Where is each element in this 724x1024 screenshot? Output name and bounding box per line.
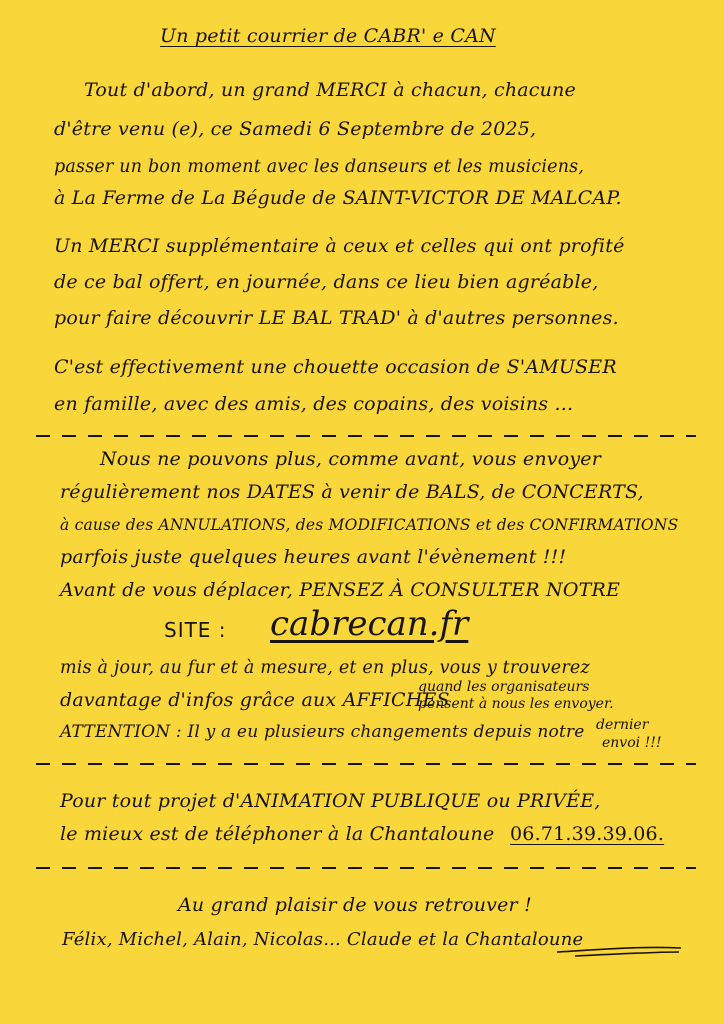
- closing-line: Au grand plaisir de vous retrouver !: [178, 894, 532, 916]
- attention-note-line-1: dernier: [596, 717, 649, 733]
- paragraph-occasion-line-2: en famille, avec des amis, des copains, des voisins ...: [54, 393, 574, 415]
- paragraph-dates-line-1: Nous ne pouvons plus, comme avant, vous envoyer: [100, 448, 602, 470]
- paragraph-thanks-line-1: Tout d'abord, un grand MERCI à chacun, chacune: [84, 79, 576, 101]
- phone-number: 06.71.39.39.06.: [510, 823, 665, 845]
- attention-note-line-2: envoi !!!: [602, 735, 662, 751]
- attention-line: ATTENTION : Il y a eu plusieurs changements depuis notre: [60, 722, 585, 742]
- paragraph-site-line-2: davantage d'infos grâce aux AFFICHES: [60, 689, 450, 711]
- signature-flourish: [555, 938, 685, 958]
- paragraph-extra-line-3: pour faire découvrir LE BAL TRAD' à d'autres personnes.: [54, 307, 619, 329]
- paragraph-dates-line-2: régulièrement nos DATES à venir de BALS, de CONCERTS,: [60, 481, 644, 503]
- paragraph-thanks-line-4: à La Ferme de La Bégude de SAINT-VICTOR DE MALCAP.: [54, 187, 622, 209]
- paragraph-animation-line-1: Pour tout projet d'ANIMATION PUBLIQUE ou PRIVÉE,: [60, 790, 601, 812]
- separator-1: [36, 435, 696, 437]
- paragraph-site-line-1: mis à jour, au fur et à mesure, et en plus, vous y trouverez: [60, 658, 590, 678]
- paragraph-animation-line-2: le mieux est de téléphoner à la Chantaloune: [60, 823, 495, 845]
- organizers-note-line-1: quand les organisateurs: [418, 679, 590, 695]
- paragraph-extra-line-2: de ce bal offert, en journée, dans ce lieu bien agréable,: [54, 271, 599, 293]
- site-url: cabrecan.fr: [270, 604, 469, 644]
- paragraph-dates-line-5: Avant de vous déplacer, PENSEZ À CONSULTER NOTRE: [60, 579, 621, 601]
- paragraph-occasion-line-1: C'est effectivement une chouette occasion de S'AMUSER: [54, 356, 617, 378]
- paragraph-thanks-line-2: d'être venu (e), ce Samedi 6 Septembre de 2025,: [54, 118, 537, 140]
- paragraph-extra-line-1: Un MERCI supplémentaire à ceux et celles qui ont profité: [54, 235, 625, 257]
- organizers-note-line-2: pensent à nous les envoyer.: [418, 696, 614, 712]
- paragraph-dates-line-3: à cause des ANNULATIONS, des MODIFICATIONS et des CONFIRMATIONS: [60, 516, 679, 534]
- paragraph-dates-line-4: parfois juste quelques heures avant l'évènement !!!: [60, 546, 567, 568]
- letter-header: Un petit courrier de CABR' e CAN: [160, 25, 496, 47]
- paragraph-thanks-line-3: passer un bon moment avec les danseurs et les musiciens,: [54, 157, 585, 177]
- separator-3: [36, 867, 696, 869]
- site-label: SITE :: [164, 618, 227, 642]
- signature-line: Félix, Michel, Alain, Nicolas... Claude et la Chantaloune: [62, 929, 584, 950]
- separator-2: [36, 763, 696, 765]
